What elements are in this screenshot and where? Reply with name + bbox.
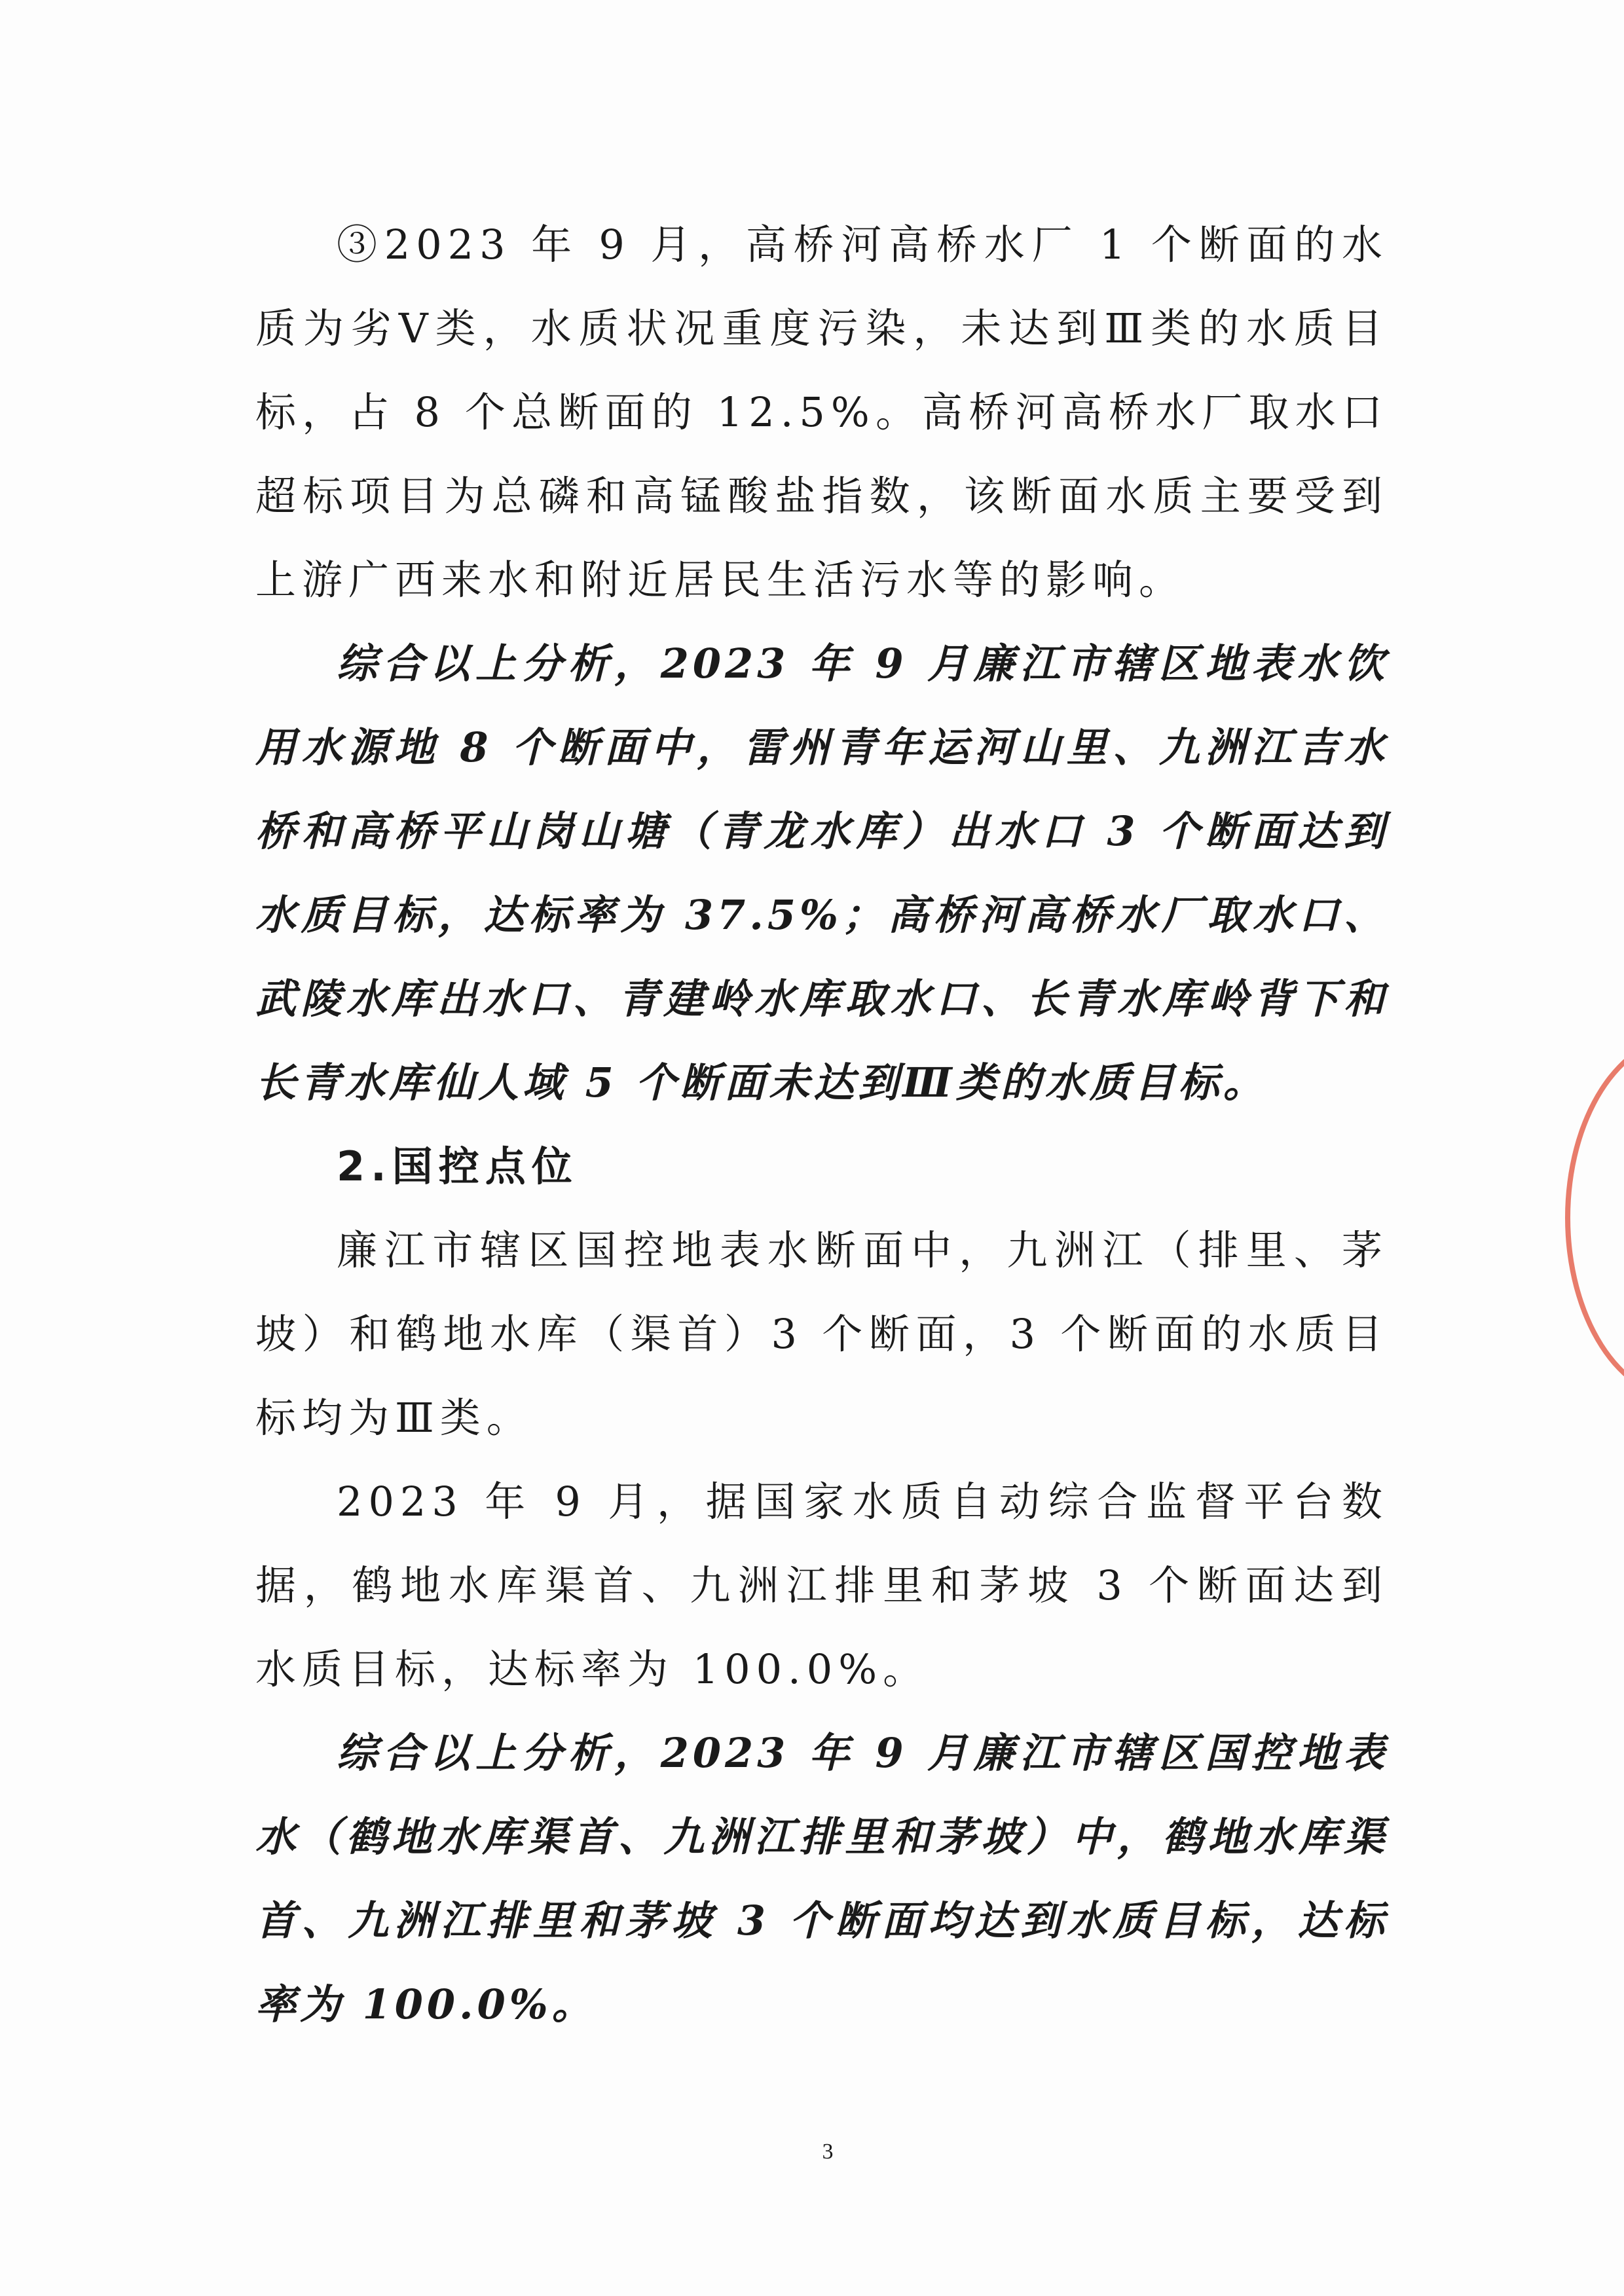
paragraph-source-3: ③2023 年 9 月，高桥河高桥水厂 1 个断面的水质为劣Ⅴ类，水质状况重度污染，未达到Ⅲ类的水质目标，占 8 个总断面的 12.5%。高桥河高桥水厂取水口超标项目为总磷和高锰酸盐指数，该断面水质主要受到上游广西来水和附近居民生活污水等的影响。: [255, 221, 1388, 604]
section-heading-national-sites: 2.国控点位: [337, 1142, 578, 1190]
paragraph-national-sites-intro: 廉江市辖区国控地表水断面中，九洲江（排里、茅坡）和鹤地水库（渠首）3 个断面，3 个断面的水质目标均为Ⅲ类。: [255, 1226, 1388, 1442]
paragraph-summary-national-sites: 综合以上分析，2023 年 9 月廉江市辖区国控地表水（鹤地水库渠首、九洲江排里和茅坡）中，鹤地水库渠首、九洲江排里和茅坡 3 个断面均达到水质目标，达标率为 100.0%。: [255, 1729, 1388, 2028]
paragraph-national-sites-result: 2023 年 9 月，据国家水质自动综合监督平台数据，鹤地水库渠首、九洲江排里和茅坡 3 个断面达到水质目标，达标率为 100.0%。: [255, 1478, 1388, 1693]
official-seal-stamp: [1565, 1034, 1624, 1401]
page-number: 3: [822, 2140, 834, 2164]
body-text: [255, 203, 1388, 2047]
paragraph-summary-drinking-water: 综合以上分析，2023 年 9 月廉江市辖区地表水饮用水源地 8 个断面中，雷州青年运河山里、九洲江吉水桥和高桥平山岗山塘（青龙水库）出水口 3 个断面达到水质目标，达标率为 37.5%；高桥河高桥水厂取水口、武陵水库出水口、青建岭水库取水口、长青水库岭背下和长青水库仙人域 5 个断面未达到Ⅲ类的水质目标。: [255, 640, 1388, 1106]
